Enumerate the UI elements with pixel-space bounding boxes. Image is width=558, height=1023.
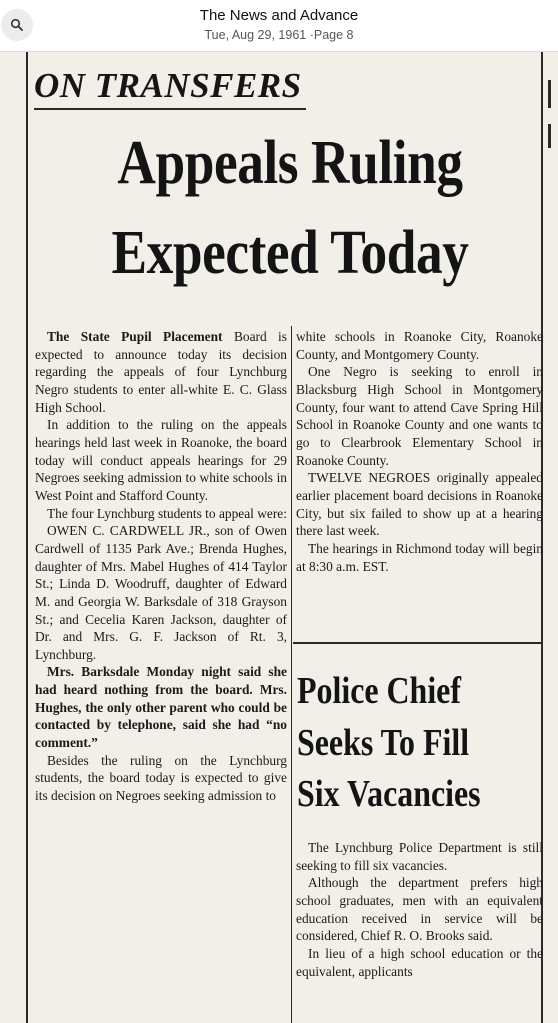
paragraph: OWEN C. CARDWELL JR., son of Owen Cardwell of 1135 Park Ave.; Brenda Hughes, daughter of Mrs. Mabel Hughes of 414 Taylor St.; Linda D. Woodruff, daughter of Edward M. and Georgia W. Barksdale of 318 Grayson St.; and Cecelia Karen Jackson, daughter of Dr. and Mrs. G. F. Jackson of Rt. 3, Lynchburg. <box>35 523 287 662</box>
adjacent-column-fragment-2 <box>548 124 551 148</box>
issue-date-page: Tue, Aug 29, 1961 ·Page 8 <box>204 28 354 42</box>
police-article-body <box>296 839 543 980</box>
article-kicker: ON TRANSFERS <box>34 66 302 105</box>
paragraph: Mrs. Barksdale Monday night said she had heard nothing from the board. Mrs. Hughes, the only other parent who could be contacted by telephone, said she had “no comment.” <box>35 664 287 751</box>
publication-title: The News and Advance <box>199 7 359 24</box>
paragraph: white schools in Roanoke City, Roanoke County, and Montgomery County. <box>296 329 543 362</box>
paragraph-text: Board is expected to announce today its decision regarding the appeals of four Lynchburg Negro students to enter all-white E. C. Glass High School. <box>35 329 287 415</box>
section-divider <box>293 642 541 644</box>
newspaper-page[interactable] <box>0 52 558 1023</box>
paragraph: The Lynchburg Police Department is still seeking to fill six vacancies. <box>296 840 543 873</box>
paragraph: In addition to the ruling on the appeals hearings held last week in Roanoke, the board today will conduct appeals hearings for 29 Negroes seeking admission to white schools in West Point and Stafford County. <box>35 417 287 503</box>
article-column-1 <box>35 328 287 805</box>
paragraph: TWELVE NEGROES originally appealed earlier placement board decisions in Roanoke City, but six failed to show up at a hearing there last week. <box>296 470 543 539</box>
headline-line-2: Expected Today <box>111 219 469 287</box>
paragraph: The four Lynchburg students to appeal were: <box>47 505 287 521</box>
paragraph: Although the department prefers high school graduates, men with an equivalent education received in service will be considered, Chief R. O. Brooks said. <box>296 875 543 944</box>
paragraph: The State Pupil Placement Board is expected to announce today its decision regarding the appeals of four Lynchburg Negro students to enter all-white E. C. Glass High School. <box>35 329 287 415</box>
police-headline-line-3: Six Vacancies <box>297 773 481 815</box>
column-rule-middle <box>291 326 292 1023</box>
viewer-header <box>0 0 558 52</box>
paragraph: One Negro is seeking to enroll in Blacksburg High School in Montgomery County, four want to attend Cave Spring Hill School in Roanoke County and one wants to go to Clearbrook Elementary School in Roanoke County. <box>296 364 543 468</box>
paragraph: Besides the ruling on the Lynchburg students, the board today is expected to give its decision on Negroes seeking admission to <box>35 752 287 804</box>
police-headline-line-2: Seeks To Fill <box>297 722 470 764</box>
kicker-underline <box>34 108 306 110</box>
column-rule-left <box>26 52 28 1023</box>
adjacent-column-fragment <box>548 80 551 108</box>
headline-line-1: Appeals Ruling <box>117 129 463 197</box>
paragraph: In lieu of a high school education or the equivalent, applicants <box>296 945 543 979</box>
paragraph: The hearings in Richmond today will begin at 8:30 a.m. EST. <box>296 540 543 574</box>
police-headline-line-1: Police Chief <box>297 670 461 712</box>
article-column-2 <box>296 328 543 575</box>
